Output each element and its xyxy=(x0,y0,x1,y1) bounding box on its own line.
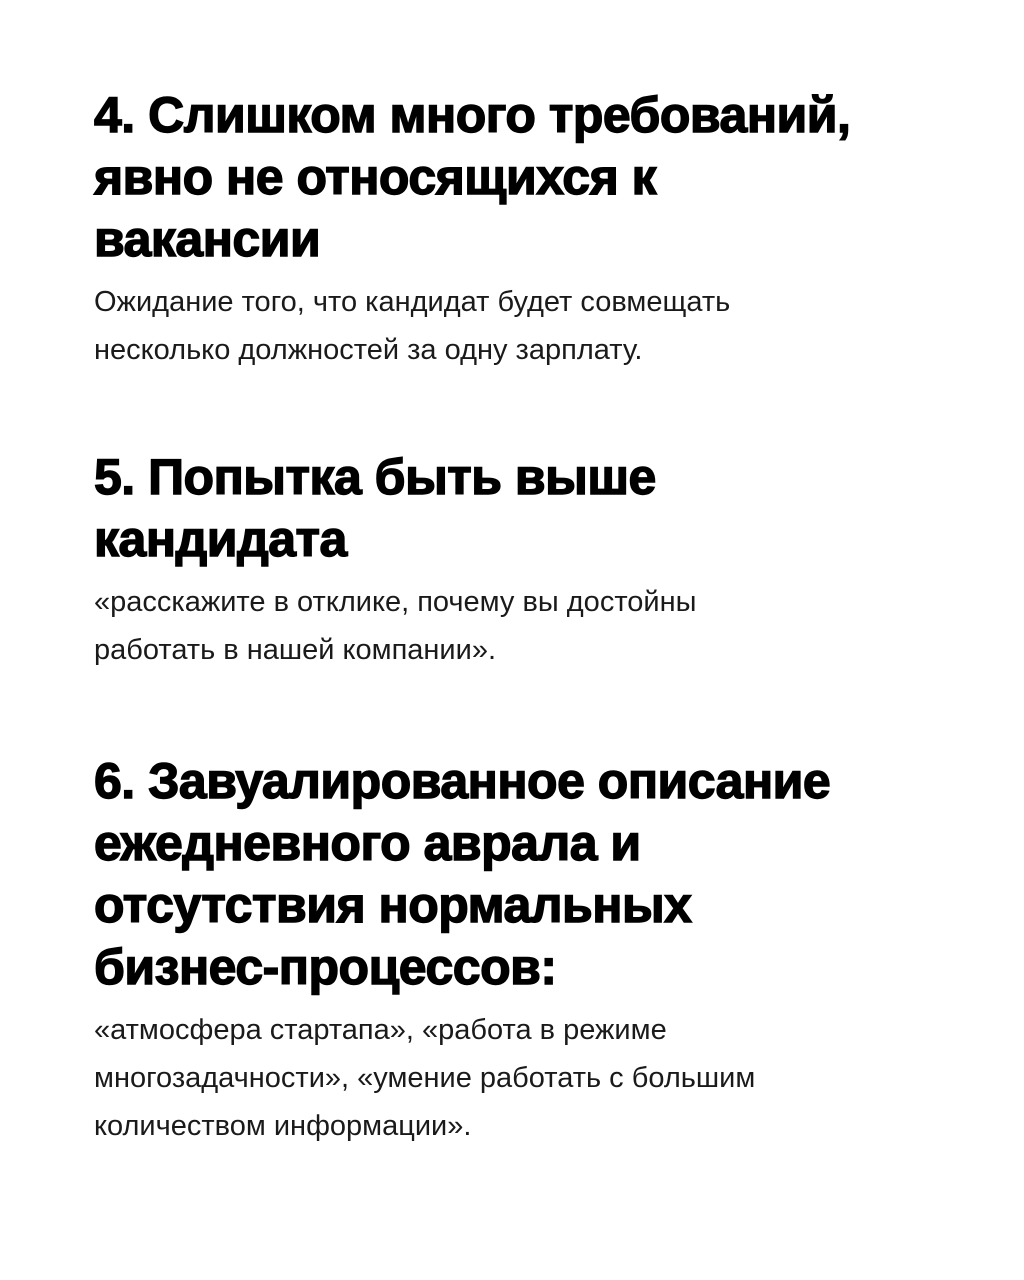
section-description xyxy=(94,578,696,674)
heading-line: 5. Попытка быть выше xyxy=(94,449,656,505)
description-line: «атмосфера стартапа», «работа в режиме xyxy=(94,1014,667,1046)
section-heading xyxy=(94,750,830,998)
section-6 xyxy=(94,750,830,1150)
description-line: несколько должностей за одну зарплату. xyxy=(94,334,643,366)
heading-line: кандидата xyxy=(94,511,347,567)
heading-line: явно не относящихся к xyxy=(94,149,657,205)
description-line: многозадачности», «умение работать с большим xyxy=(94,1062,756,1094)
section-heading xyxy=(94,446,696,570)
section-5 xyxy=(94,446,696,674)
heading-line: 6. Завуалированное описание xyxy=(94,753,831,809)
section-4 xyxy=(94,84,850,374)
heading-line: бизнес-процессов: xyxy=(94,939,557,995)
section-heading xyxy=(94,84,850,270)
description-line: «расскажите в отклике, почему вы достойны xyxy=(94,586,697,618)
description-line: работать в нашей компании». xyxy=(94,634,497,666)
heading-line: 4. Слишком много требований, xyxy=(94,87,851,143)
description-line: Ожидание того, что кандидат будет совмещать xyxy=(94,286,731,318)
section-description xyxy=(94,278,850,374)
section-description xyxy=(94,1006,830,1150)
heading-line: вакансии xyxy=(94,211,321,267)
heading-line: отсутствия нормальных xyxy=(94,877,692,933)
heading-line: ежедневного аврала и xyxy=(94,815,641,871)
description-line: количеством информации». xyxy=(94,1110,472,1142)
